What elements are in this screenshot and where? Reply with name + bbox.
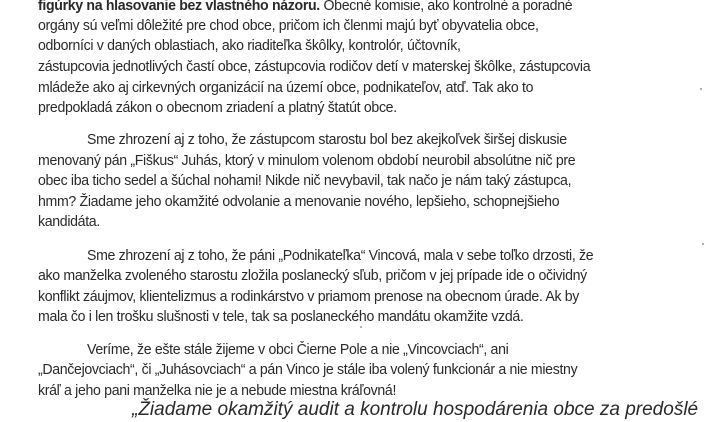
- text-line: Veríme, že ešte stále žijeme v obci Čierne Pole a nie „Vincovciach“, ani: [87, 341, 509, 358]
- italic-demand-quote: „Žiadame okamžitý audit a kontrolu hospodárenia obce za predošlé: [132, 399, 699, 420]
- bold-phrase: figúrky na hlasovanie bez vlastného názoru.: [38, 0, 320, 14]
- text-line: hmm? Žiadame jeho okamžité odvolanie a menovanie nového, lepšieho, schopnejšieho: [38, 193, 560, 210]
- text-line: konflikt záujmov, klientelizmus a rodinkárstvo v priamom prenose na obecnom úrade. Ak by: [38, 288, 580, 305]
- text-line: Sme zhrození aj z toho, že zástupcom starostu bol bez akejkoľvek širšej diskusie: [87, 131, 567, 148]
- text-line: orgány sú veľmi dôležité pre chod obce, pričom ich členmi majú byť obyvatelia obce,: [38, 17, 539, 34]
- text-line: menovaný pán „Fiškus“ Juhás, ktorý v minulom volenom období neurobil absolútne nič pre: [38, 152, 576, 169]
- scan-speck: [360, 326, 362, 328]
- text-line: kráľ a jeho pani manželka nie je a nebude miestna kráľovná!: [38, 382, 397, 399]
- text-line: obec iba ticho sedel a šúchal nohami! Nikde nič nevybavil, tak načo je nám taký zástupca,: [38, 172, 572, 189]
- text-line: Sme zhrození aj z toho, že páni „Podnikateľka“ Vincová, mala v sebe toľko drzosti, že: [87, 247, 594, 264]
- text-line: predpokladá zákon o obecnom zriadení a platný štatút obce.: [38, 99, 397, 116]
- scan-speck: [702, 243, 704, 245]
- text-line: ako manželka zvoleného starostu zložila poslanecký sľub, pričom v jej prípade ide o očividný: [38, 267, 587, 284]
- scan-speck: [700, 88, 702, 90]
- text-line: „Dančejovciach“, či „Juhásovciach“ a pán Vinco je stále iba volený funkcionár a nie miestny: [38, 361, 578, 378]
- text-line: zástupcovia jednotlivých častí obce, zástupcovia rodičov detí v materskej škôlke, zástupcovia: [38, 58, 591, 75]
- text-line: odborníci v daných oblastiach, ako riaditeľka škôlky, kontrolór, účtovník,: [38, 37, 461, 54]
- text-line: mala čo i len trošku slušnosti v tele, tak sa poslaneckého mandátu okamžite vzdá.: [38, 308, 524, 325]
- text-line: kandidáta.: [38, 213, 100, 230]
- text-line: figúrky na hlasovanie bez vlastného názoru. Obecné komisie, ako kontrolné a poradné: [38, 0, 572, 16]
- text-line: mládeže ako aj cirkevných organizácií na území obce, podnikateľov, atď. Tak ako to: [38, 79, 534, 96]
